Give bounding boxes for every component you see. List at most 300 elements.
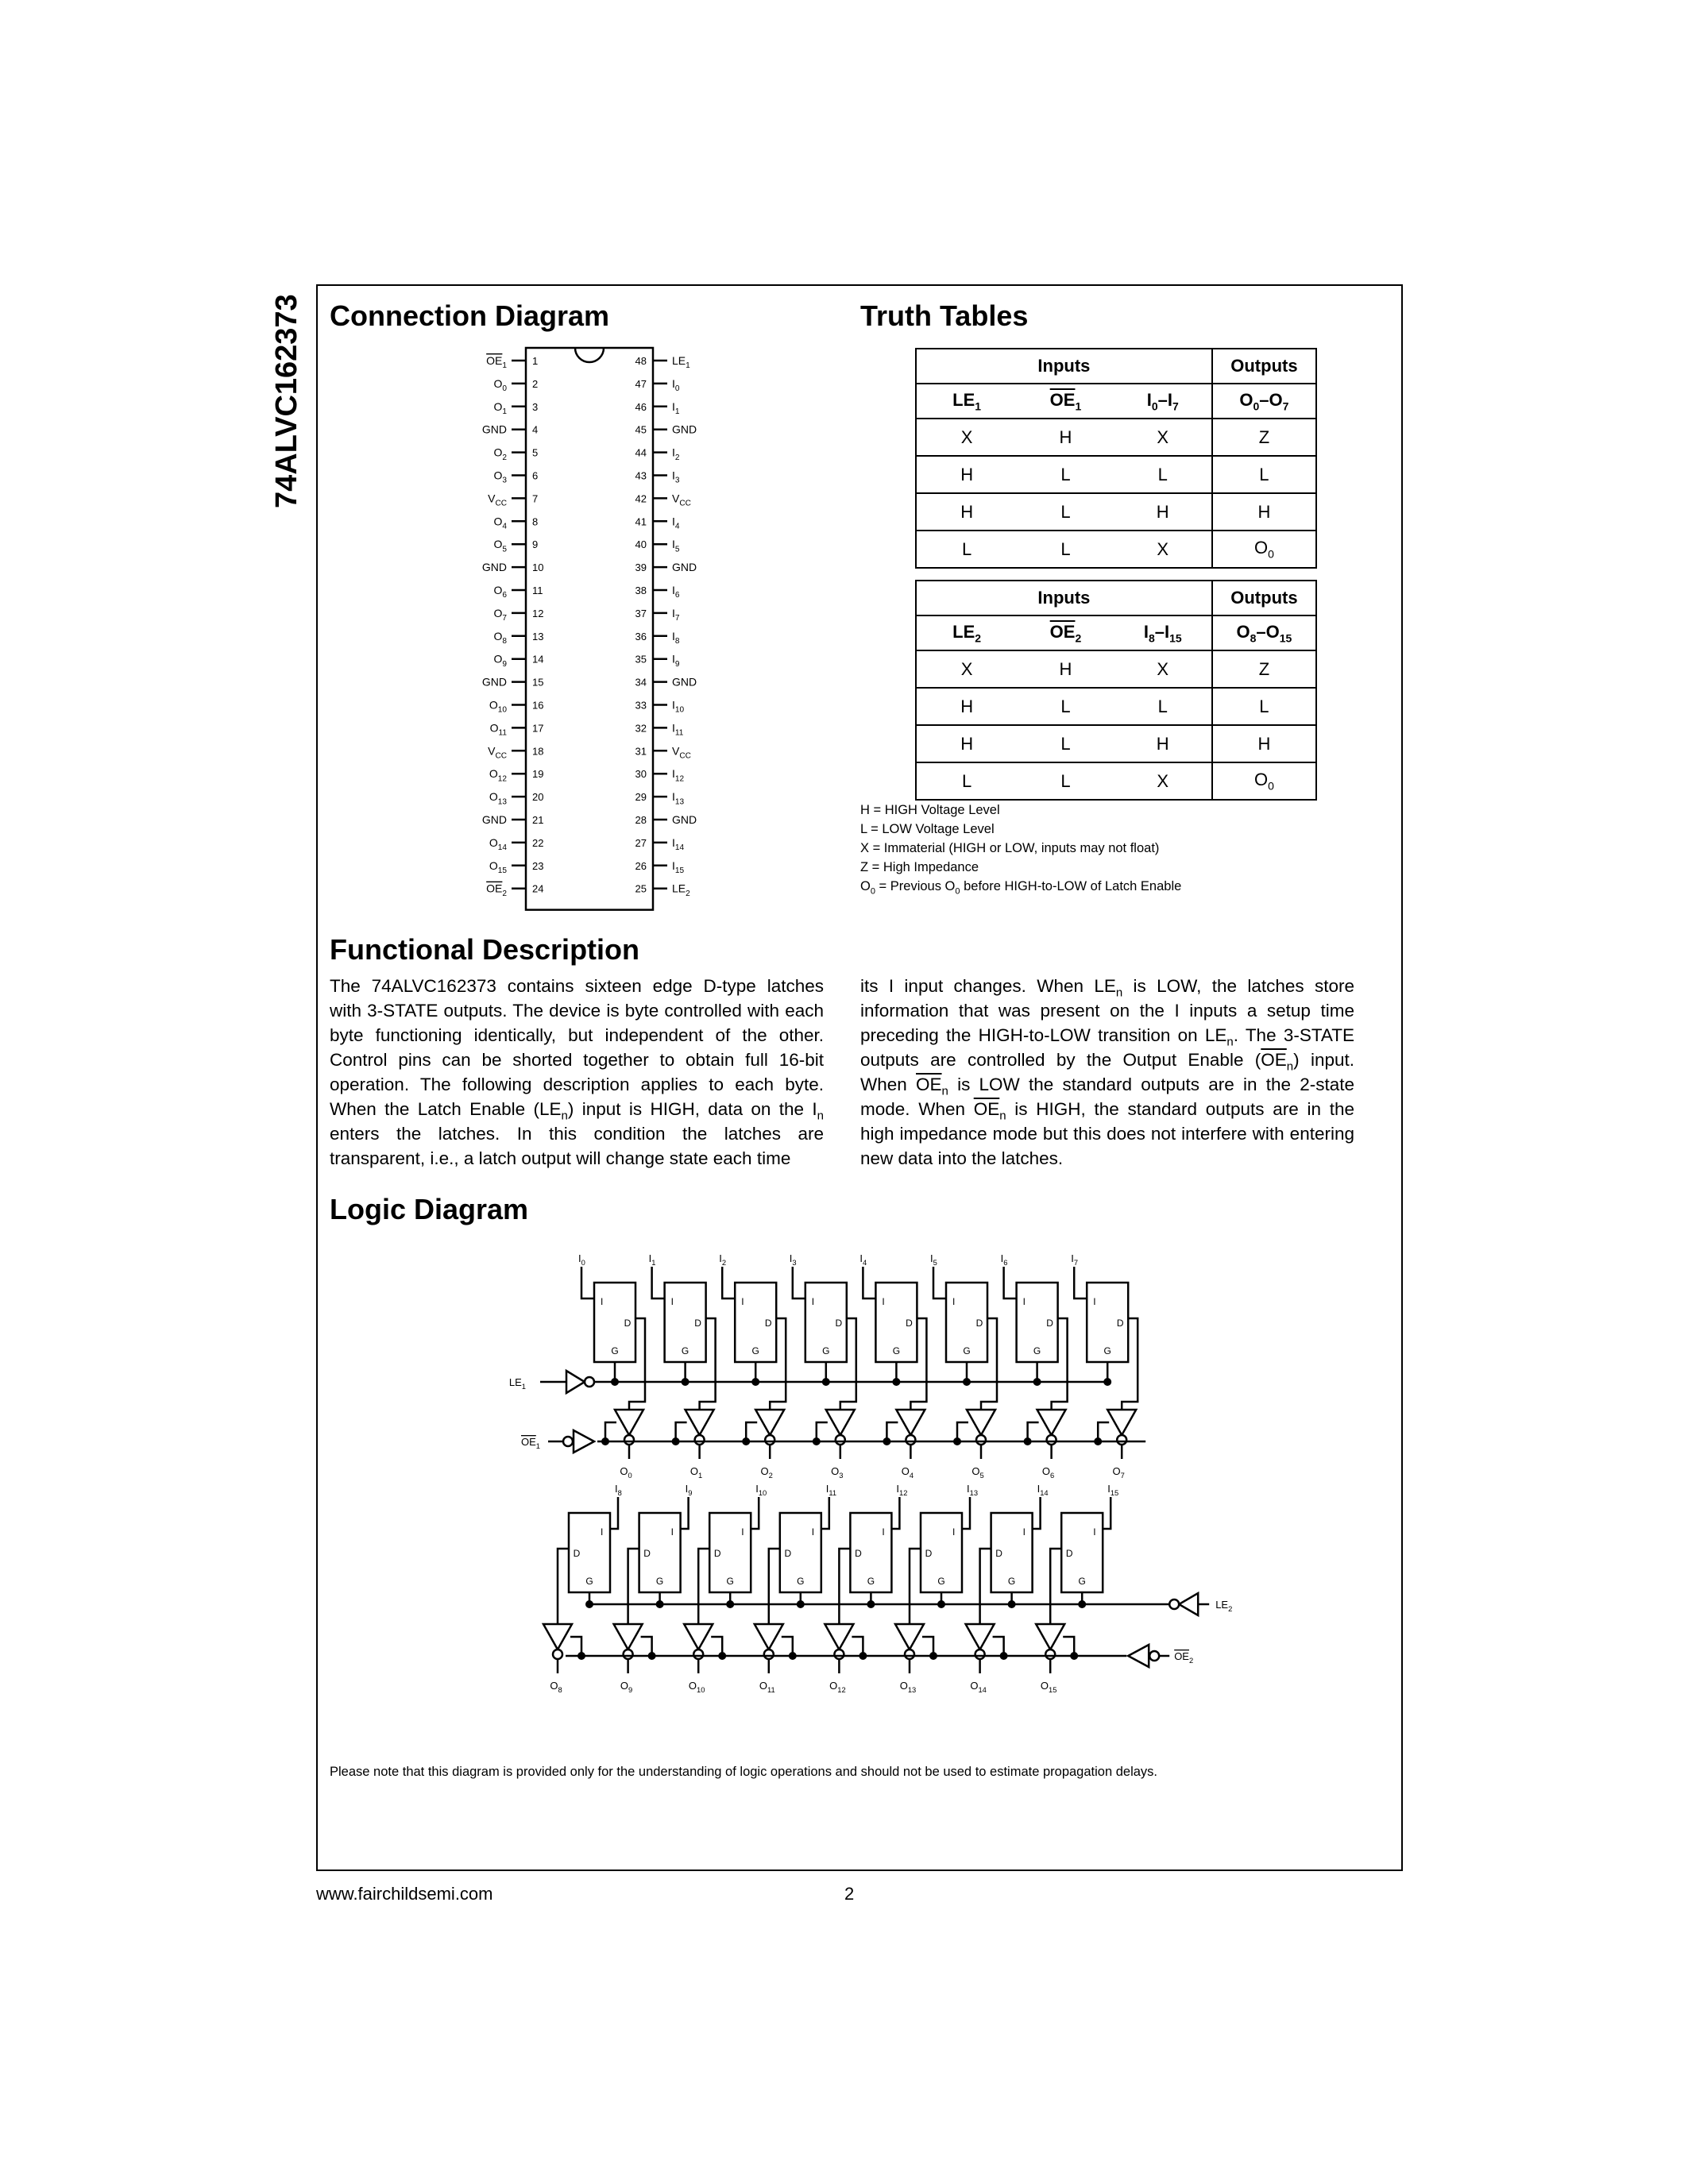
inverter-bubble	[1047, 1435, 1056, 1445]
pin-name: $I_9$	[672, 652, 680, 669]
pin-number: 14	[532, 653, 544, 666]
input-wire	[1103, 1497, 1111, 1529]
footer-url[interactable]: www.fairchildsemi.com	[316, 1884, 493, 1904]
pin-number: 46	[635, 400, 647, 413]
output-label: $O_{11}$	[759, 1680, 775, 1694]
output-buffer	[615, 1410, 643, 1435]
data-wire	[769, 1549, 780, 1624]
truth-table-cell: H	[916, 456, 1017, 493]
latch-pin-d: D	[573, 1548, 581, 1559]
truth-table-cell: L	[1017, 531, 1114, 568]
output-buffer	[755, 1410, 784, 1435]
truth-table-cell: L	[1017, 762, 1114, 800]
pin-number: 7	[532, 492, 539, 505]
input-wire	[652, 1267, 665, 1298]
output-label: $O_7$	[1112, 1465, 1125, 1480]
outputs-header: Outputs	[1212, 581, 1316, 615]
pin-name: $LE_2$	[672, 882, 690, 898]
input-label: $I_{13}$	[967, 1483, 979, 1497]
output-buffer	[755, 1624, 783, 1650]
truth-table-row	[916, 493, 1316, 531]
latch-pin-i: I	[601, 1296, 604, 1307]
pin-number: 23	[532, 859, 544, 872]
latch-pin-g: G	[655, 1576, 664, 1587]
truth-table-cell: L	[1212, 688, 1316, 725]
legend-o0: $O_0$ = Previous $O_0$ before HIGH-to-LOW of Latch Enable	[860, 879, 1182, 897]
pin-number: 27	[635, 836, 647, 849]
pin-name: $V_{CC}$	[672, 744, 691, 761]
latch-pin-d: D	[995, 1548, 1002, 1559]
pin-name: GND	[481, 813, 507, 826]
pin-number: 29	[635, 791, 647, 804]
oe2-buffer	[1128, 1645, 1149, 1667]
oe2-label: $OE_2$	[1174, 1650, 1194, 1665]
latch-pin-g: G	[822, 1345, 830, 1356]
pin-name: $O_3$	[493, 469, 507, 485]
latch-pin-g: G	[892, 1345, 901, 1356]
latch-pin-d: D	[1065, 1548, 1073, 1559]
pin-number: 2	[532, 377, 539, 390]
input-label: $I_5$	[930, 1252, 937, 1267]
pin-name: GND	[481, 561, 507, 574]
input-label: $I_{10}$	[755, 1483, 767, 1497]
inverter-bubble	[563, 1437, 573, 1446]
latch-pin-i: I	[811, 1526, 815, 1538]
data-wire	[1052, 1318, 1068, 1410]
pin-name: $O_5$	[493, 538, 507, 554]
pin-number: 32	[635, 722, 647, 735]
pin-number: 19	[532, 768, 544, 781]
input-wire	[1074, 1267, 1087, 1298]
inverter-bubble	[624, 1435, 634, 1445]
data-wire	[700, 1318, 716, 1410]
pin-number: 21	[532, 814, 544, 826]
le2-label: $LE_2$	[1215, 1599, 1233, 1613]
input-label: $I_0$	[578, 1252, 585, 1267]
truth-table-cell: L	[916, 531, 1017, 568]
latch-pin-i: I	[882, 1296, 885, 1307]
pin-name: $I_{12}$	[672, 767, 685, 784]
latch-pin-d: D	[784, 1548, 792, 1559]
legend-x: X = Immaterial (HIGH or LOW, inputs may not float)	[860, 841, 1160, 855]
truth-table-cell: H	[1114, 493, 1212, 531]
output-buffer	[966, 1624, 995, 1650]
truth-table-cell: X	[916, 650, 1017, 688]
pin-name: $I_{11}$	[672, 721, 684, 738]
logic-diagram-title: Logic Diagram	[330, 1193, 529, 1225]
data-wire	[558, 1549, 569, 1624]
truth-table-cell: X	[1114, 762, 1212, 800]
legend-l: L = LOW Voltage Level	[860, 822, 995, 836]
inverter-bubble	[836, 1435, 845, 1445]
pin-name: $O_{13}$	[489, 790, 507, 807]
data-wire	[628, 1549, 639, 1624]
input-label: $I_{12}$	[896, 1483, 908, 1497]
pin-number: 43	[635, 469, 647, 482]
latch-pin-d: D	[855, 1548, 862, 1559]
data-wire	[981, 1318, 997, 1410]
latch-pin-i: I	[741, 1526, 744, 1538]
pin-name: $I_3$	[672, 469, 680, 485]
inverter-bubble	[1149, 1651, 1159, 1661]
truth-table-1	[915, 348, 1317, 569]
pin-number: 31	[635, 745, 647, 758]
latch-pin-g: G	[963, 1345, 971, 1356]
input-wire	[1004, 1267, 1017, 1298]
data-wire	[698, 1549, 709, 1624]
col-le: $LE_2$	[916, 615, 1017, 650]
pin-name: $O_{11}$	[489, 721, 507, 738]
pin-name: $OE_1$	[486, 354, 507, 371]
latch-pin-i: I	[1022, 1296, 1026, 1307]
legend-z: Z = High Impedance	[860, 860, 979, 874]
pin-name: $O_8$	[493, 629, 507, 646]
truth-table-row	[916, 531, 1316, 568]
pin-number: 18	[532, 745, 544, 758]
latch-pin-i: I	[670, 1526, 674, 1538]
ic-package-diagram	[461, 334, 874, 905]
latch-pin-d: D	[906, 1318, 913, 1329]
pin-name: $I_1$	[672, 399, 680, 416]
outputs-header: Outputs	[1212, 349, 1316, 384]
truth-table-row	[916, 725, 1316, 762]
output-buffer	[826, 1410, 855, 1435]
latch-pin-d: D	[643, 1548, 651, 1559]
inverter-bubble	[765, 1435, 774, 1445]
inverter-bubble	[976, 1435, 986, 1445]
pin-name: $I_4$	[672, 515, 680, 531]
inverter-bubble	[693, 1650, 703, 1659]
pin-name: $I_{13}$	[672, 790, 685, 807]
latch-pin-g: G	[751, 1345, 759, 1356]
inverter-bubble	[834, 1650, 844, 1659]
pin-name: $OE_2$	[486, 882, 507, 898]
col-inputs: $I_0-I_7$	[1114, 384, 1212, 419]
latch-pin-g: G	[585, 1576, 593, 1587]
pin-number: 37	[635, 607, 647, 619]
output-label: $O_2$	[760, 1465, 773, 1480]
inverter-bubble	[695, 1435, 705, 1445]
truth-table-row	[916, 650, 1316, 688]
pin-number: 15	[532, 676, 544, 689]
latch-pin-g: G	[1078, 1576, 1086, 1587]
truth-table-cell: L	[1017, 493, 1114, 531]
pin-number: 11	[532, 585, 543, 596]
output-buffer	[543, 1624, 572, 1650]
output-buffer	[825, 1624, 853, 1650]
output-label: $O_5$	[971, 1465, 984, 1480]
input-label: $I_2$	[719, 1252, 727, 1267]
truth-table-row	[916, 419, 1316, 456]
inverter-bubble	[1045, 1650, 1055, 1659]
latch-pin-d: D	[713, 1548, 721, 1559]
pin-name: $O_0$	[493, 376, 507, 394]
logic-diagram-note: Please note that this diagram is provided only for the understanding of logic operations and should not be used to estimate propagation delays.	[330, 1765, 1158, 1779]
pin-name: $O_6$	[493, 584, 507, 600]
latch-pin-i: I	[741, 1296, 744, 1307]
latch-pin-i: I	[1022, 1526, 1026, 1538]
col-inputs: $I_8-I_{15}$	[1114, 615, 1212, 650]
pin-name: $O_{14}$	[489, 835, 507, 853]
output-buffer	[895, 1624, 924, 1650]
output-label: $O_6$	[1041, 1465, 1055, 1480]
inputs-header: Inputs	[916, 581, 1212, 615]
oe1-buffer	[574, 1430, 594, 1453]
truth-table-legend	[860, 801, 1181, 901]
pin-name: $O_9$	[493, 652, 507, 669]
pin-number: 45	[635, 423, 647, 436]
le1-label: $LE_1$	[508, 1376, 526, 1391]
latch-pin-d: D	[694, 1318, 701, 1329]
latch-pin-d: D	[1046, 1318, 1053, 1329]
pin-name: $V_{CC}$	[672, 492, 691, 508]
input-label: $I_6$	[1000, 1252, 1008, 1267]
output-buffer	[686, 1410, 714, 1435]
inputs-header: Inputs	[916, 349, 1212, 384]
pin-name: $I_0$	[672, 376, 680, 394]
pin-name: $O_1$	[493, 399, 507, 416]
output-buffer	[684, 1624, 713, 1650]
truth-table-cell: X	[1114, 531, 1212, 568]
latch-pin-g: G	[797, 1576, 805, 1587]
pin-name: $O_7$	[493, 606, 507, 623]
input-wire	[1033, 1497, 1041, 1529]
output-label: $O_{15}$	[1040, 1680, 1057, 1694]
output-label: $O_8$	[550, 1680, 562, 1694]
latch-pin-d: D	[1116, 1318, 1124, 1329]
data-wire	[1050, 1549, 1061, 1624]
pin-number: 34	[635, 676, 647, 689]
pin-number: 40	[635, 538, 647, 551]
connection-diagram-title: Connection Diagram	[330, 299, 610, 332]
pin-number: 3	[532, 400, 539, 413]
latch-pin-i: I	[952, 1296, 956, 1307]
page-number: 2	[844, 1884, 855, 1904]
inverter-bubble	[975, 1650, 985, 1659]
input-wire	[863, 1267, 875, 1298]
truth-table-cell: H	[1017, 650, 1114, 688]
output-buffer	[896, 1410, 925, 1435]
functional-description-col2: its I input changes. When $LE_n$ is LOW, the latches store information that was present on the I inputs a setup time preceding the HIGH-to-LOW transition on $LE_n$. The 3-STATE outputs are controlled by the Output Enable $(\overline{OE}_n)$ input. When $\overline{OE}_n$ is LOW the standard outputs are in the 2-state mode. When $\overline{OE}_n$ is HIGH, the standard outputs are in the high impedance mode but this does not interfere with entering new data into the latches.	[860, 976, 1355, 1168]
latch-pin-g: G	[681, 1345, 689, 1356]
col-oe: $\overline{OE}_1$	[1017, 384, 1114, 419]
inverter-bubble	[553, 1650, 562, 1659]
pin-name: $O_{15}$	[489, 859, 507, 875]
col-le: $LE_1$	[916, 384, 1017, 419]
pin-name: GND	[481, 423, 507, 436]
pin-name: $O_4$	[493, 515, 507, 531]
le1-inverter	[566, 1371, 585, 1393]
truth-table-row	[916, 688, 1316, 725]
ic-notch	[575, 348, 604, 362]
pin-number: 33	[635, 699, 647, 712]
data-wire	[629, 1318, 645, 1410]
pin-number: 35	[635, 653, 647, 666]
output-label: $O_{12}$	[829, 1680, 846, 1694]
pin-name: $I_{10}$	[672, 698, 685, 715]
pin-number: 41	[635, 515, 647, 528]
latch-pin-i: I	[670, 1296, 674, 1307]
pin-number: 17	[532, 722, 544, 735]
input-wire	[681, 1497, 689, 1529]
pin-name: $LE_1$	[672, 354, 690, 371]
pin-name: $V_{CC}$	[488, 744, 507, 761]
latch-pin-g: G	[1103, 1345, 1111, 1356]
pin-number: 38	[635, 585, 647, 596]
inverter-bubble	[764, 1650, 774, 1659]
inverter-bubble	[1117, 1435, 1126, 1445]
pin-number: 6	[532, 469, 539, 482]
pin-name: $V_{CC}$	[488, 492, 507, 508]
output-label: $O_3$	[831, 1465, 844, 1480]
data-wire	[839, 1549, 850, 1624]
latch-pin-d: D	[975, 1318, 983, 1329]
input-wire	[793, 1267, 805, 1298]
truth-table-cell: H	[1212, 725, 1316, 762]
latch-pin-d: D	[925, 1548, 933, 1559]
truth-table-cell: H	[916, 493, 1017, 531]
pin-name: $I_5$	[672, 538, 680, 554]
truth-table-cell: L	[1017, 456, 1114, 493]
pin-number: 44	[635, 446, 647, 459]
functional-description-title: Functional Description	[330, 933, 640, 966]
data-wire	[770, 1318, 786, 1410]
col-oe: $\overline{OE}_2$	[1017, 615, 1114, 650]
pin-name: $I_{15}$	[672, 859, 685, 875]
truth-table-cell: $O_0$	[1212, 762, 1316, 800]
latch-pin-i: I	[1093, 1526, 1096, 1538]
pin-name: GND	[672, 675, 697, 689]
ic-body	[526, 348, 653, 910]
latch-pin-d: D	[835, 1318, 843, 1329]
truth-table-cell: H	[1017, 419, 1114, 456]
truth-table-cell: H	[916, 725, 1017, 762]
pin-number: 1	[532, 355, 539, 367]
pin-name: GND	[481, 675, 507, 689]
pin-number: 4	[532, 423, 539, 436]
data-wire	[980, 1549, 991, 1624]
pin-number: 12	[532, 607, 544, 619]
truth-table-cell: H	[916, 688, 1017, 725]
output-buffer	[967, 1410, 995, 1435]
pin-number: 13	[532, 630, 544, 642]
truth-table-cell: L	[1212, 456, 1316, 493]
le2-inverter	[1179, 1593, 1198, 1615]
latch-pin-g: G	[726, 1576, 734, 1587]
input-label: $I_9$	[685, 1483, 693, 1497]
pin-number: 10	[532, 561, 544, 574]
pin-name: $O_2$	[493, 446, 507, 462]
data-wire	[840, 1318, 856, 1410]
inverter-bubble	[585, 1377, 594, 1387]
latch-pin-i: I	[882, 1526, 885, 1538]
logic-diagram	[508, 1231, 1233, 1747]
output-label: $O_4$	[901, 1465, 914, 1480]
output-label: $O_1$	[689, 1465, 703, 1480]
latch-pin-g: G	[1007, 1576, 1016, 1587]
truth-table-cell: X	[916, 419, 1017, 456]
input-label: $I_7$	[1071, 1252, 1079, 1267]
truth-table-cell: H	[1114, 725, 1212, 762]
part-number-vertical: 74ALVC162373	[270, 294, 303, 508]
input-label: $I_1$	[648, 1252, 656, 1267]
pin-number: 22	[532, 836, 544, 849]
truth-table-cell: Z	[1212, 419, 1316, 456]
pin-name: GND	[672, 423, 697, 436]
truth-table-cell: H	[1212, 493, 1316, 531]
input-wire	[581, 1267, 594, 1298]
input-label: $I_{14}$	[1037, 1483, 1049, 1497]
output-label: $O_{10}$	[688, 1680, 705, 1694]
data-wire	[1122, 1318, 1138, 1410]
inverter-bubble	[624, 1650, 633, 1659]
pin-number: 26	[635, 859, 647, 872]
output-label: $O_0$	[620, 1465, 632, 1480]
truth-table-row	[916, 762, 1316, 800]
pin-number: 9	[532, 538, 539, 551]
input-wire	[933, 1267, 946, 1298]
input-wire	[962, 1497, 970, 1529]
pin-number: 47	[635, 377, 647, 390]
pin-number: 20	[532, 791, 544, 804]
pin-number: 25	[635, 882, 647, 895]
truth-table-cell: L	[1114, 456, 1212, 493]
output-label: $O_9$	[620, 1680, 633, 1694]
latch-pin-i: I	[1093, 1296, 1096, 1307]
latch-pin-i: I	[601, 1526, 604, 1538]
input-label: $I_{15}$	[1107, 1483, 1119, 1497]
truth-table-cell: Z	[1212, 650, 1316, 688]
truth-table-cell: $O_0$	[1212, 531, 1316, 568]
pin-number: 28	[635, 814, 647, 826]
pin-name: $I_8$	[672, 629, 680, 646]
input-label: $I_{11}$	[825, 1483, 837, 1497]
truth-table-cell: X	[1114, 650, 1212, 688]
pin-number: 48	[635, 355, 647, 367]
col-outputs: $O_8-O_{15}$	[1212, 615, 1316, 650]
latch-pin-d: D	[764, 1318, 772, 1329]
pin-name: GND	[672, 813, 697, 826]
input-label: $I_3$	[789, 1252, 797, 1267]
truth-table-cell: L	[1017, 688, 1114, 725]
pin-name: $I_2$	[672, 446, 680, 462]
input-wire	[891, 1497, 899, 1529]
inverter-bubble	[906, 1435, 915, 1445]
input-wire	[751, 1497, 759, 1529]
inverter-bubble	[905, 1650, 914, 1659]
input-wire	[821, 1497, 829, 1529]
pin-number: 5	[532, 446, 539, 459]
pin-name: $I_7$	[672, 606, 680, 623]
pin-number: 24	[532, 882, 544, 895]
pin-number: 42	[635, 492, 647, 505]
truth-table-cell: X	[1114, 419, 1212, 456]
truth-tables-title: Truth Tables	[860, 299, 1029, 332]
data-wire	[910, 1318, 926, 1410]
latch-pin-g: G	[1033, 1345, 1041, 1356]
pin-number: 8	[532, 515, 539, 528]
input-wire	[722, 1267, 735, 1298]
output-buffer	[1037, 1410, 1066, 1435]
output-label: $O_{14}$	[970, 1680, 987, 1694]
pin-name: $O_{10}$	[489, 698, 507, 715]
input-label: $I_8$	[615, 1483, 622, 1497]
pin-number: 30	[635, 768, 647, 781]
output-buffer	[1036, 1624, 1064, 1650]
pin-number: 36	[635, 630, 647, 642]
latch-pin-d: D	[624, 1318, 632, 1329]
pin-name: $I_{14}$	[672, 835, 685, 853]
